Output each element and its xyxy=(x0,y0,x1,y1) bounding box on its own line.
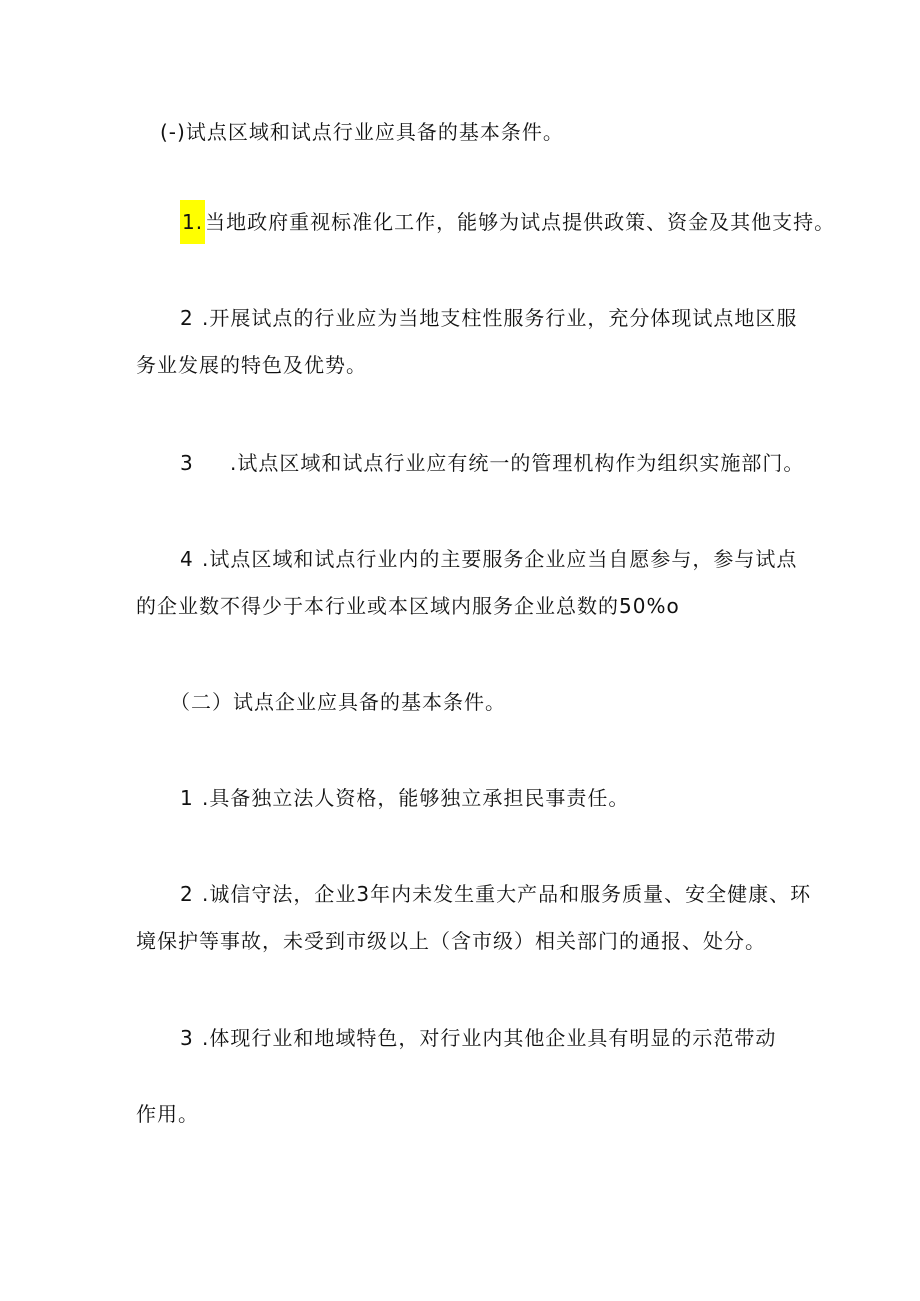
list-item-1-2-cont xyxy=(136,351,367,379)
item-text-continued: 务业发展的特色及优势。 xyxy=(136,353,367,377)
item-text: .开展试点的行业应为当地支柱性服务行业，充分体现试点地区服 xyxy=(202,306,798,330)
highlighted-item-number: 1. xyxy=(180,200,205,244)
item-number: 2 xyxy=(180,306,194,330)
list-item-1-3 xyxy=(180,449,804,477)
section-heading-2 xyxy=(170,688,506,716)
list-item-2-3-cont xyxy=(136,1100,199,1128)
item-text-continued: 作用。 xyxy=(136,1102,199,1126)
heading-text: (-)试点区域和试点行业应具备的基本条件。 xyxy=(160,120,564,144)
item-text-continued: 的企业数不得少于本行业或本区域内服务企业总数的50%o xyxy=(136,594,680,618)
item-number: 1 xyxy=(180,786,194,810)
heading-text: （二）试点企业应具备的基本条件。 xyxy=(170,690,506,714)
list-item-1-2 xyxy=(180,304,797,332)
list-item-2-2 xyxy=(180,880,811,908)
item-number: 4 xyxy=(180,547,194,571)
item-text-continued: 境保护等事故，未受到市级以上（含市级）相关部门的通报、处分。 xyxy=(136,929,766,953)
item-text: .体现行业和地域特色，对行业内其他企业具有明显的示范带动 xyxy=(202,1026,777,1050)
list-item-1-1 xyxy=(180,208,835,236)
item-number: 3 xyxy=(180,451,194,475)
list-item-2-2-cont xyxy=(136,927,766,955)
item-number: 2 xyxy=(180,882,194,906)
list-item-2-1 xyxy=(180,784,629,812)
list-item-2-3 xyxy=(180,1024,776,1052)
item-text: .试点区域和试点行业应有统一的管理机构作为组织实施部门。 xyxy=(230,451,805,475)
list-item-1-4-cont xyxy=(136,592,680,620)
item-text: .诚信守法，企业3年内未发生重大产品和服务质量、安全健康、环 xyxy=(202,882,812,906)
section-heading-1 xyxy=(160,118,564,146)
item-number: 3 xyxy=(180,1026,194,1050)
item-text: .试点区域和试点行业内的主要服务企业应当自愿参与，参与试点 xyxy=(202,547,798,571)
list-item-1-4 xyxy=(180,545,797,573)
item-text: 当地政府重视标准化工作，能够为试点提供政策、资金及其他支持。 xyxy=(205,210,836,234)
item-text: .具备独立法人资格，能够独立承担民事责任。 xyxy=(202,786,630,810)
